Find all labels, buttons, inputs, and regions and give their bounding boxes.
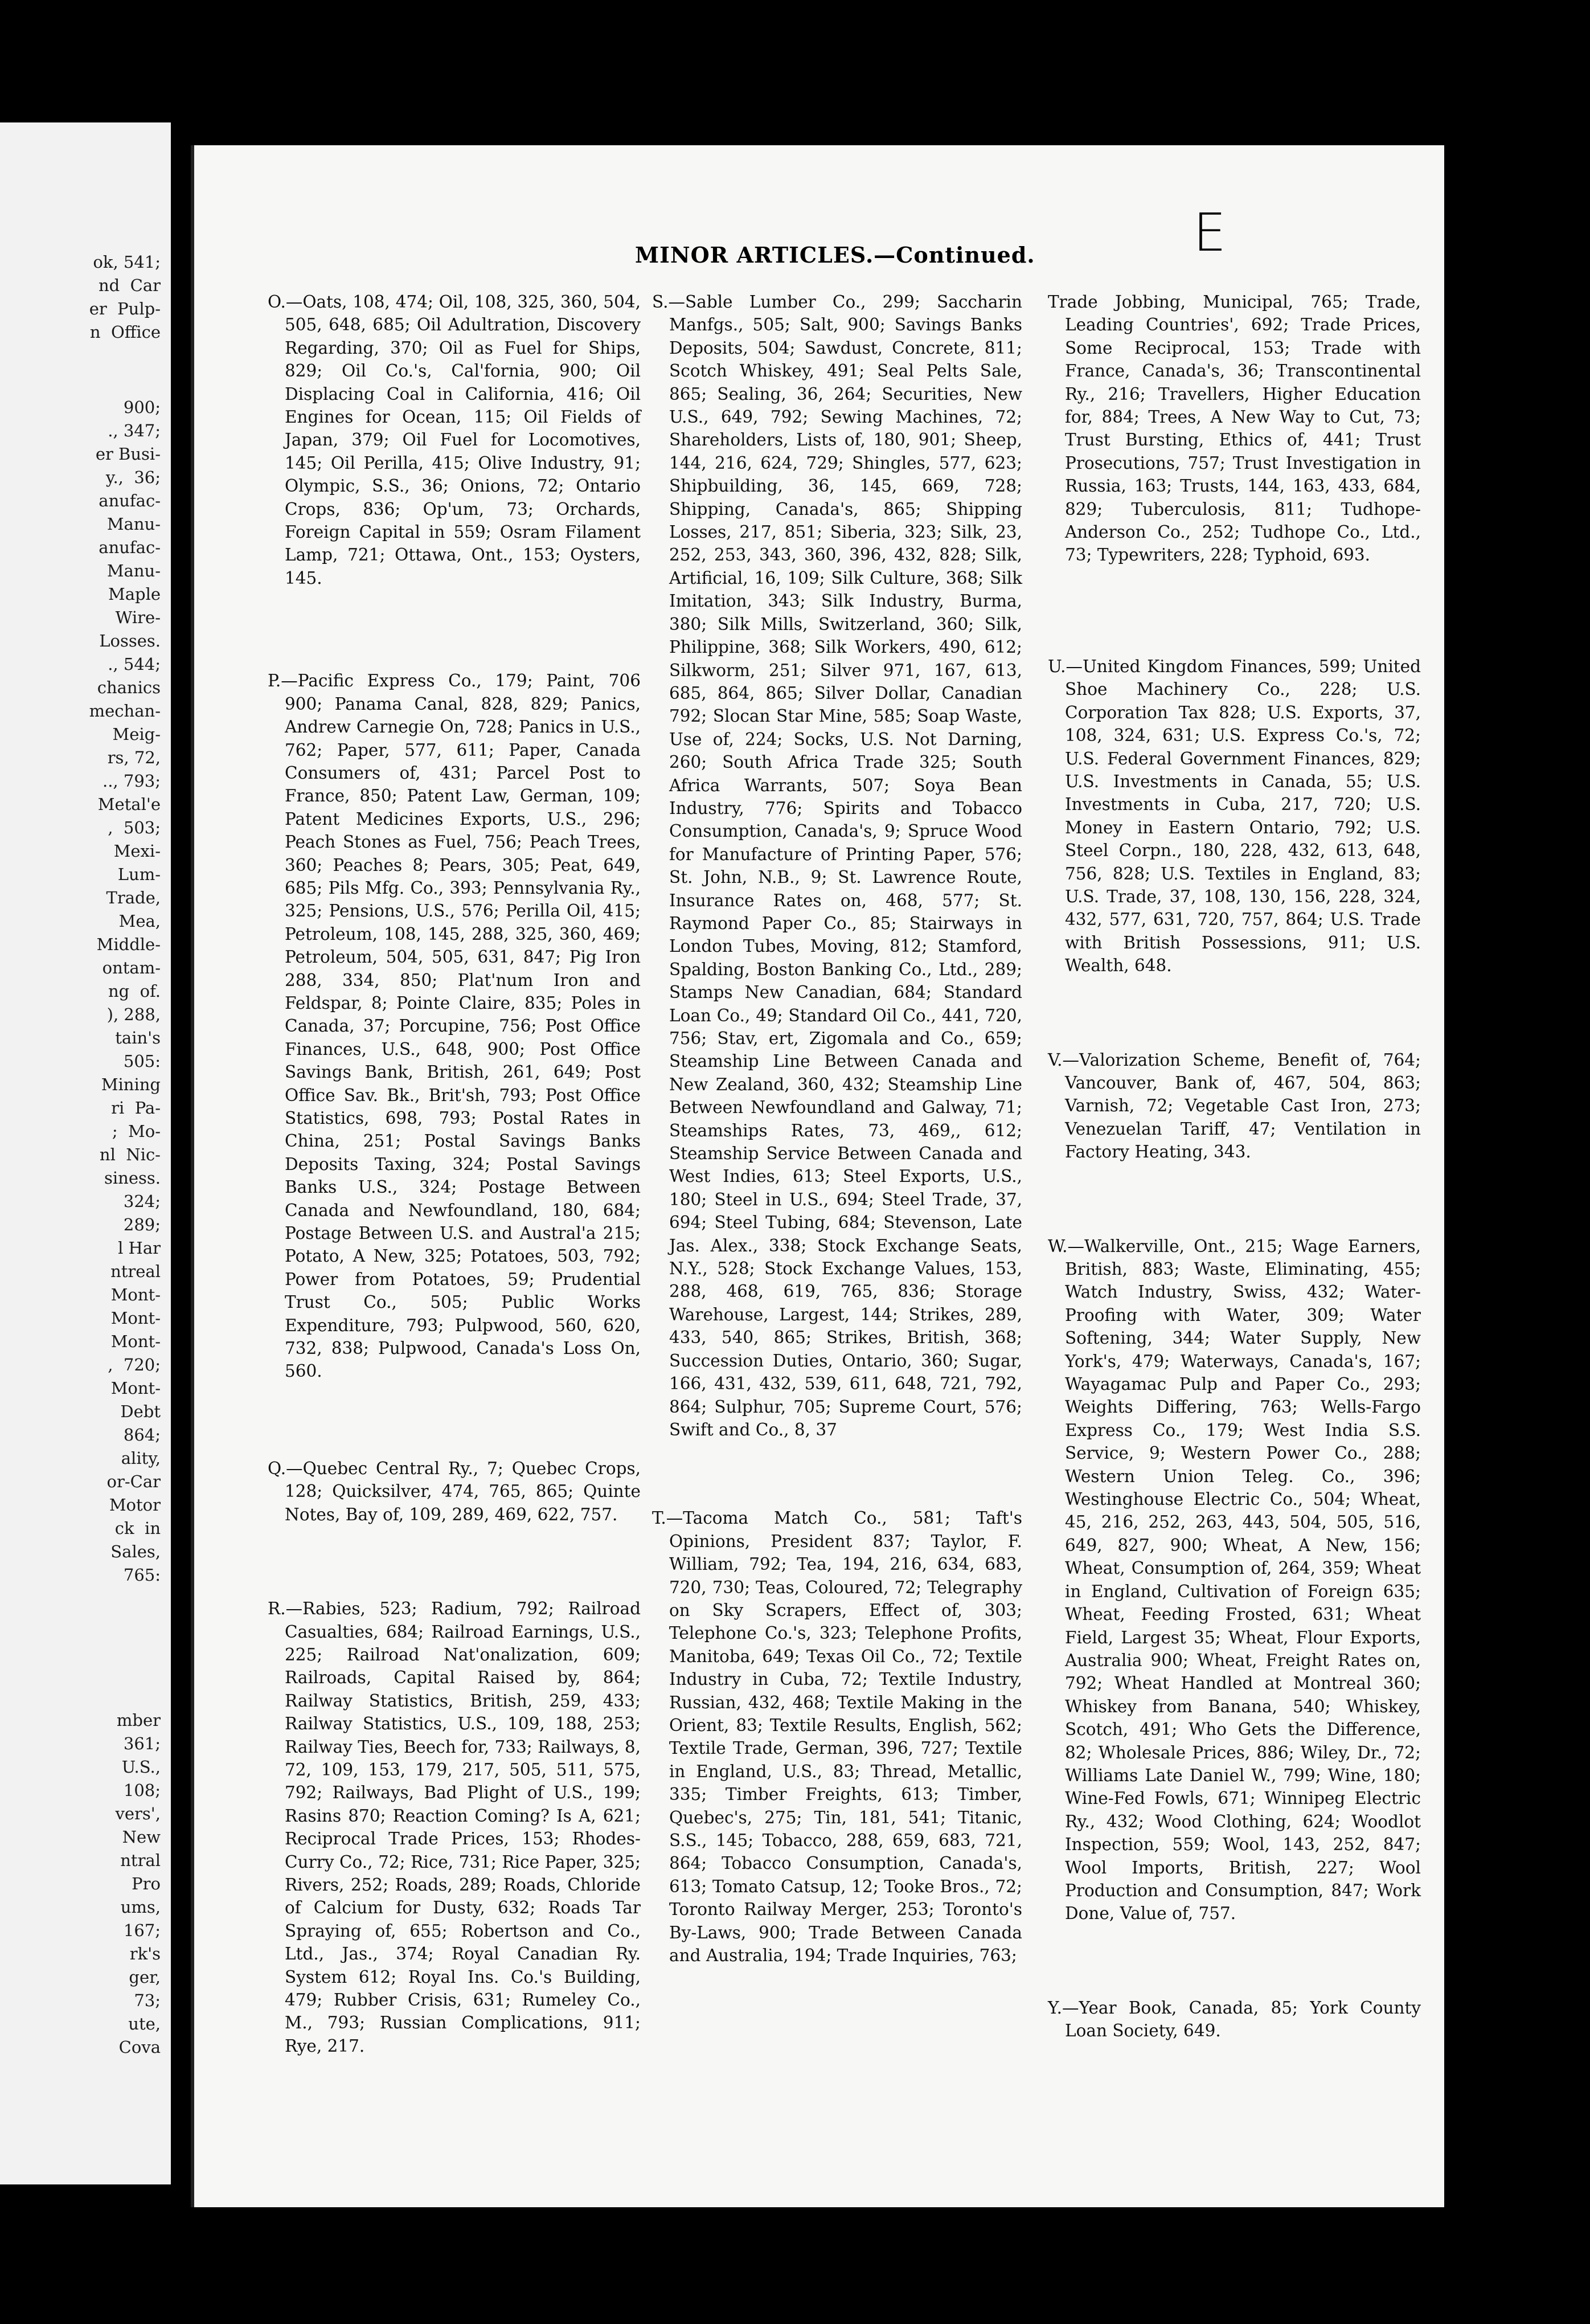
adjacent-page-fragment — [0, 122, 171, 2184]
left-text-fragment: mber 361; U.S., 108; vers', New ntral Pro ums, 167; rk's ger, 73; ute, Cova — [115, 1711, 161, 2057]
index-entry-t: T.—Tacoma Match Co., 581; Taft's Opinions, President 837; Taylor, F. William, 792; Tea, 194, 216, 634, 683, 720, 730; Teas, Coloured, 72; Telegraphy on Sky Scrapers, Effect of, 303; Telephone Co.'s, 323; Telephone Profits, Manitoba, 649; Texas Oil Co., 72; Textile Industry in Cuba, 72; Textile Industry, Russian, 432, 468; Textile Making in the Orient, 83; Textile Results, English, 562; Textile Trade, German, 396, 727; Textile in England, U.S., 83; Thread, Metallic, 335; Timber Freights, 613; Timber, Quebec's, 275; Tin, 181, 541; Titanic, S.S., 145; Tobacco, 288, 659, 683, 721, 864; Tobacco Consumption, Canada's, 613; Tomato Catsup, 12; Tooke Bros., 72; Toronto Railway Merger, 253; Toronto's By-Laws, 900; Trade Between Canada and Australia, 194; Trade Inquiries, 763; — [652, 1508, 1022, 1966]
index-entry-v: V.—Valorization Scheme, Benefit of, 764; Vancouver, Bank of, 467, 504, 863; Varnish, 72; Vegetable Cast Iron, 273; Venezuelan Tariff, 47; Ventilation in Factory Heating, 343. — [1048, 1050, 1421, 1162]
left-text-fragment: ok, 541; nd Car er Pulp- n Office — [89, 252, 161, 342]
page-header: MINOR ARTICLES.—Continued. — [635, 242, 1035, 268]
index-entry-q: Q.—Quebec Central Ry., 7; Quebec Crops, 128; Quicksilver, 474, 765, 865; Quinte Notes, Bay of, 109, 289, 469, 622, 757. — [268, 1458, 641, 1524]
index-entry-s: S.—Sable Lumber Co., 299; Saccharin Manfgs., 505; Salt, 900; Savings Banks Deposits, 504; Sawdust, Concrete, 811; Scotch Whiskey, 491; Seal Pelts Sale, 865; Sealing, 36, 264; Securities, New U.S., 649, 792; Sewing Machines, 72; Shareholders, Lists of, 180, 901; Sheep, 144, 216, 624, 729; Shingles, 577, 623; Shipbuilding, 36, 145, 669, 728; Shipping, Canada's, 865; Shipping Losses, 217, 851; Siberia, 323; Silk, 23, 252, 253, 343, 360, 396, 432, 828; Silk, Artificial, 16, 109; Silk Culture, 368; Silk Imitation, 343; Silk Industry, Burma, 380; Silk Mills, Switzerland, 360; Silk, Philippine, 368; Silk Workers, 490, 612; Silkworm, 251; Silver 971, 167, 613, 685, 864, 865; Silver Dollar, Canadian 792; Slocan Star Mine, 585; Soap Waste, Use of, 224; Socks, U.S. Not Darning, 260; South Africa Trade 325; South Africa Warrants, 507; Soya Bean Industry, 776; Spirits and Tobacco Consumption, Canada's, 9; Spruce Wood for Manufacture of Printing Paper, 576; St. John, N.B., 9; St. Lawrence Route, Insurance Rates on, 468, 577; St. Raymond Paper Co., 85; Stairways in London Tubes, Moving, 812; Stamford, Spalding, Boston Banking Co., Ltd., 289; Stamps New Canadian, 684; Standard Loan Co., 49; Standard Oil Co., 441, 720, 756; Stav, ert, Zigomala and Co., 659; Steamship Line Between Canada and New Zealand, 360, 432; Steamship Line Between Newfoundland and Galway, 71; Steamships Rates, 73, 469,, 612; Steamship Service Between Canada and West Indies, 613; Steel Exports, U.S., 180; Steel in U.S., 694; Steel Trade, 37, 694; Steel Tubing, 684; Stevenson, Late Jas. Alex., 338; Stock Exchange Seats, N.Y., 528; Stock Exchange Values, 153, 288, 468, 619, 765, 836; Storage Warehouse, Largest, 144; Strikes, 289, 433, 540, 865; Strikes, British, 368; Succession Duties, Ontario, 360; Sugar, 166, 431, 432, 539, 611, 648, 721, 792, 864; Sulphur, 705; Supreme Court, 576; Swift and Co., 8, 37 — [652, 292, 1022, 1439]
column-middle — [652, 290, 1022, 1967]
index-entry-o: O.—Oats, 108, 474; Oil, 108, 325, 360, 504, 505, 648, 685; Oil Adultration, Discovery Regarding, 370; Oil as Fuel for Ships, 829; Oil Co.'s, Cal'fornia, 900; Oil Displacing Coal in California, 416; Oil Engines for Ocean, 115; Oil Fields of Japan, 379; Oil Fuel for Locomotives, 145; Oil Perilla, 415; Olive Industry, 91; Olympic, S.S., 36; Onions, 72; Ontario Crops, 836; Op'um, 73; Orchards, Foreign Capital in 559; Osram Filament Lamp, 721; Ottawa, Ont., 153; Oysters, 145. — [268, 292, 641, 588]
index-entry-w: W.—Walkerville, Ont., 215; Wage Earners, British, 883; Waste, Eliminating, 455; Watch Industry, Swiss, 432; Water-Proofing with Water, 309; Water Softening, 344; Water Supply, New York's, 479; Waterways, Canada's, 167; Wayagamac Pulp and Paper Co., 293; Weights Differing, 763; Wells-Fargo Express Co., 179; West India S.S. Service, 9; Western Power Co., 288; Western Union Teleg. Co., 396; Westinghouse Electric Co., 504; Wheat, 45, 216, 252, 263, 443, 504, 505, 516, 649, 827, 900; Wheat, A New, 156; Wheat, Consumption of, 264, 359; Wheat in England, Cultivation of Foreign 635; Wheat, Feeding Frosted, 631; Wheat Field, Largest 35; Wheat, Flour Exports, Australia 900; Wheat, Freight Rates on, 792; Wheat Handled at Montreal 360; Whiskey from Banana, 540; Whiskey, Scotch, 491; Who Gets the Difference, 82; Wholesale Prices, 886; Wiley, Dr., 72; Williams Late Daniel W., 799; Wine, 180; Wine-Fed Fowls, 671; Winnipeg Electric Ry., 432; Wood Clothing, 624; Woodlot Inspection, 559; Wool, 143, 252, 847; Wool Imports, British, 227; Wool Production and Consumption, 847; Work Done, Value of, 757. — [1048, 1236, 1421, 1924]
index-entry-y: Y.—Year Book, Canada, 85; York County Loan Society, 649. — [1048, 1998, 1421, 2041]
column-left — [268, 290, 641, 2057]
left-text-fragment: 900; ., 347; er Busi- y., 36; anufac- Manu- anufac- Manu- Maple Wire- Losses. ., 544; chanics mechan- Meig- rs, 72, .., 793; Metal'e , 503; Mexi- Lum- Trade, Mea, Middle- ontam- ng of. ), 288, tain's 505: Mining ri Pa- ; Mo- nl Nic- siness. 324; 289; l Har ntreal Mont- Mont- Mont- , 720; Mont- Debt 864; ality, or-Car Motor ck in Sales, 765: — [89, 398, 161, 1585]
index-entry-r: R.—Rabies, 523; Radium, 792; Railroad Casualties, 684; Railroad Earnings, U.S., 225; Railroad Nat'onalization, 609; Railroads, Capital Raised by, 864; Railway Statistics, British, 259, 433; Railway Statistics, U.S., 109, 188, 253; Railway Ties, Beech for, 733; Railways, 8, 72, 109, 153, 179, 217, 505, 511, 575, 792; Railways, Bad Plight of U.S., 199; Rasins 870; Reaction Coming? Is A, 621; Reciprocal Trade Prices, 153; Rhodes-Curry Co., 72; Rice, 731; Rice Paper, 325; Rivers, 252; Roads, 289; Roads, Chloride of Calcium for Dusty, 632; Roads Tar Spraying of, 655; Robertson and Co., Ltd., Jas., 374; Royal Canadian Ry. System 612; Royal Ins. Co.'s Building, 479; Rubber Crisis, 631; Rumeley Co., M., 793; Russian Complications, 911; Rye, 217. — [268, 1599, 641, 2056]
index-entry-t-cont: Trade Jobbing, Municipal, 765; Trade, Leading Countries', 692; Trade Prices, Some Reciprocal, 153; Trade with France, Canada's, 36; Transcontinental Ry., 216; Travellers, Higher Education for, 884; Trees, A New Way to Cut, 73; Trust Bursting, Ethics of, 441; Trust Prosecutions, 757; Trust Investigation in Russia, 163; Trusts, 144, 163, 433, 684, 829; Tuberculosis, 811; Tudhope-Anderson Co., 252; Tudhope Co., Ltd., 73; Typewriters, 228; Typhoid, 693. — [1048, 292, 1421, 565]
index-entry-u: U.—United Kingdom Finances, 599; United Shoe Machinery Co., 228; U.S. Corporation Tax 828; U.S. Exports, 37, 108, 324, 631; U.S. Express Co.'s, 72; U.S. Federal Government Finances, 829; U.S. Investments in Canada, 55; U.S. Investments in Cuba, 217, 720; U.S. Money in Eastern Ontario, 792; U.S. Steel Corpn., 180, 228, 432, 613, 648, 756, 828; U.S. Textiles in England, 83; U.S. Trade, 37, 108, 130, 156, 228, 324, 432, 577, 631, 720, 757, 864; U.S. Trade with British Possessions, 911; U.S. Wealth, 648. — [1048, 656, 1421, 976]
index-entry-p: P.—Pacific Express Co., 179; Paint, 706 900; Panama Canal, 828, 829; Panics, Andrew Carnegie On, 728; Panics in U.S., 762; Paper, 577, 611; Paper, Canada Consumers of, 431; Parcel Post to France, 850; Patent Law, German, 109; Patent Medicines Exports, U.S., 296; Peach Stones as Fuel, 756; Peach Trees, 360; Peaches 8; Pears, 305; Peat, 649, 685; Pils Mfg. Co., 393; Pennsylvania Ry., 325; Pensions, U.S., 576; Perilla Oil, 415; Petroleum, 108, 145, 288, 325, 360, 469; Petroleum, 504, 505, 631, 847; Pig Iron 288, 334, 850; Plat'num Iron and Feldspar, 8; Pointe Claire, 835; Poles in Canada, 37; Porcupine, 756; Post Office Finances, U.S., 648, 900; Post Office Savings Bank, British, 261, 649; Post Office Sav. Bk., Brit'sh, 793; Post Office Statistics, 698, 793; Postal Rates in China, 251; Postal Savings Banks Deposits Taxing, 324; Postal Savings Banks U.S., 324; Postage Between Canada and Newfoundland, 180, 684; Postage Between U.S. and Austral'a 215; Potato, A New, 325; Potatoes, 503, 792; Power from Potatoes, 59; Prudential Trust Co., 505; Public Works Expenditure, 793; Pulpwood, 560, 620, 732, 838; Pulpwood, Canada's Loss On, 560. — [268, 671, 641, 1381]
handwritten-mark: E — [1193, 202, 1227, 263]
column-right — [1048, 290, 1421, 2043]
